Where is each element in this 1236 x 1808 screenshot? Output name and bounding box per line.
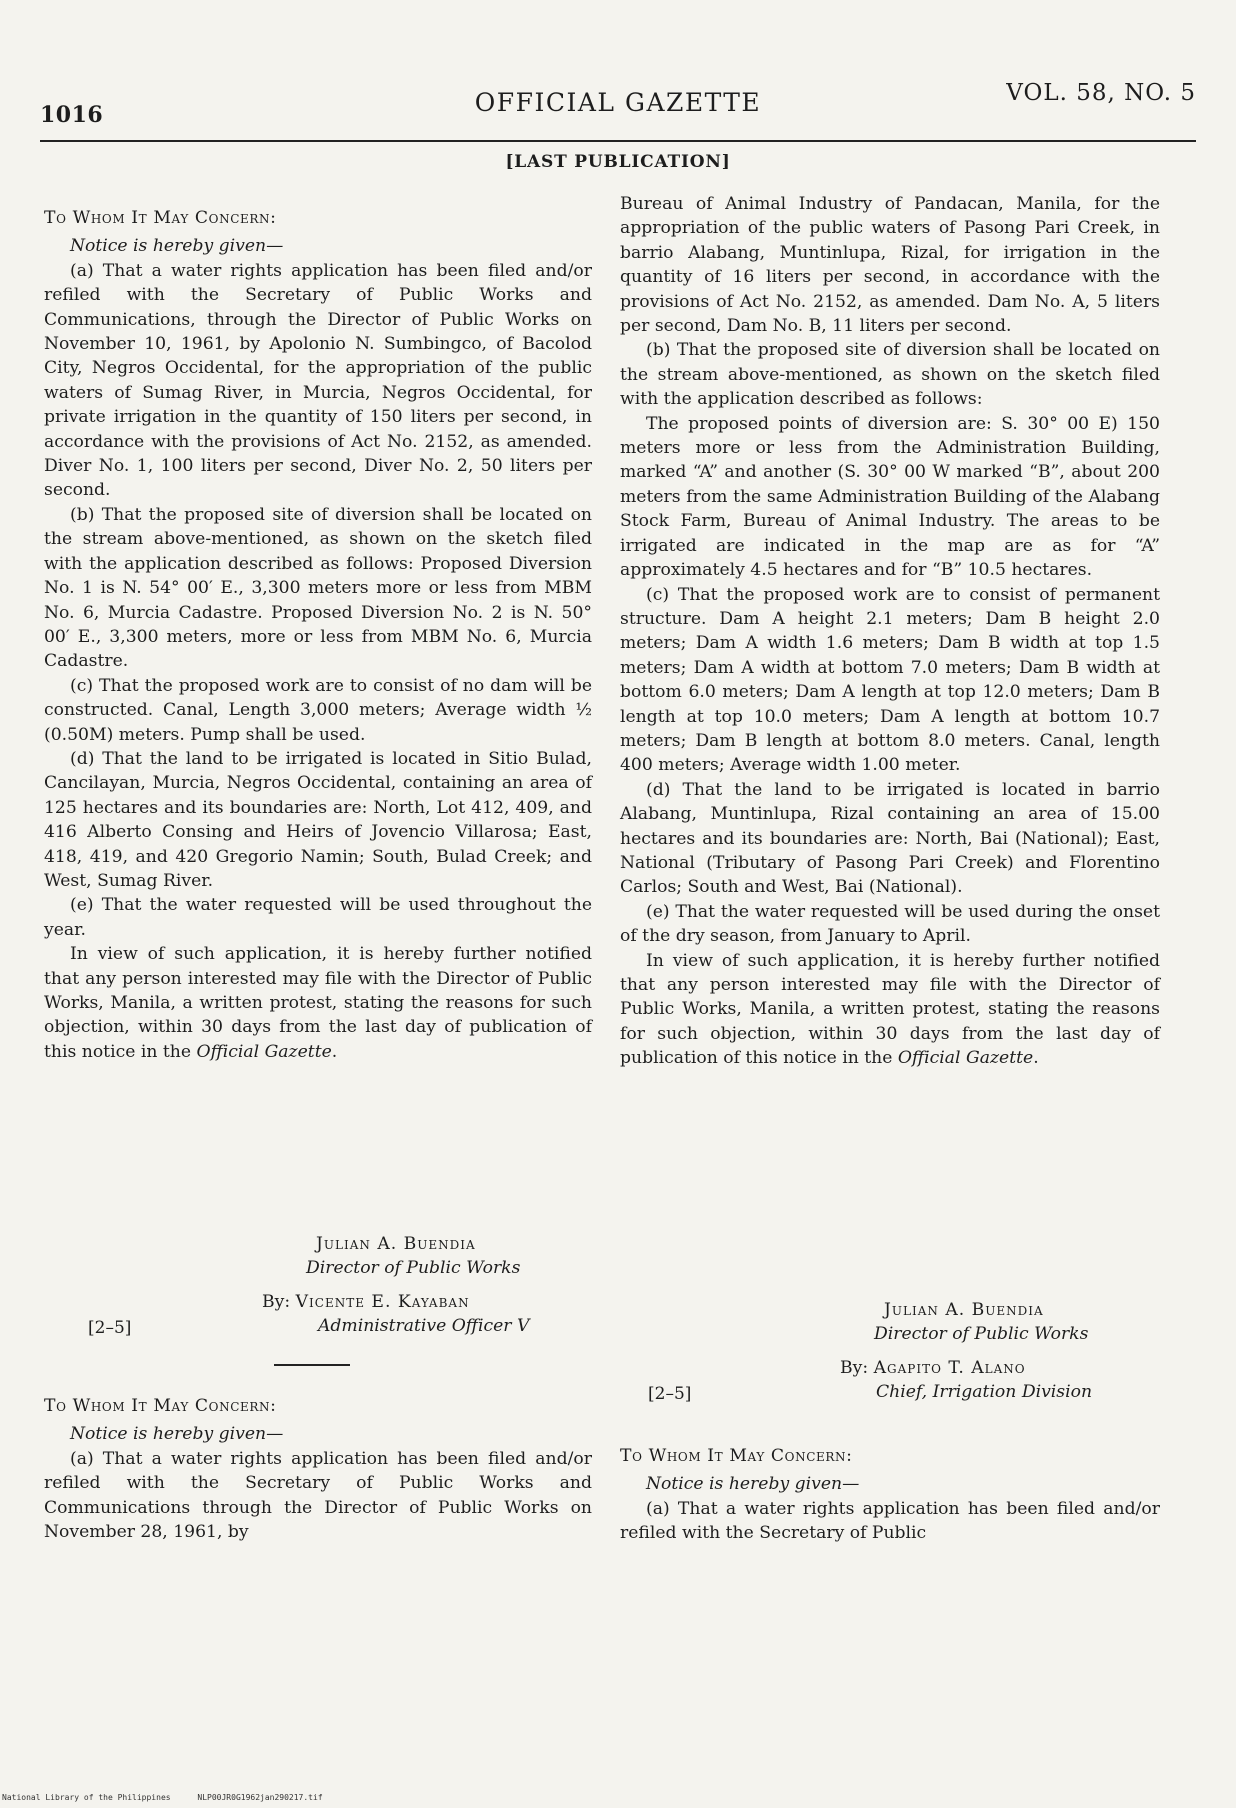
library-credit: National Library of the Philippines [2,1793,171,1802]
paragraph-b: (b) That the proposed site of diversion shall be located on the stream above-mentioned, as shown on the sketch filed with the application described as follows: [620,340,1160,410]
paragraph-e: (e) That the water requested will be used throughout the year. [44,895,592,940]
salutation: To Whom It May Concern: [44,1396,277,1416]
paragraph-a: (a) That a water rights application has been filed and/or refiled with the Secretary of Public [620,1498,1160,1544]
notice-2-body [620,192,1160,1071]
reference-number: [2–5] [648,1384,692,1404]
publication-title: OFFICIAL GAZETTE [474,88,762,117]
by-block-1 [262,1290,529,1338]
paragraph-d: (d) That the land to be irrigated is located in barrio Alabang, Muntinlupa, Rizal containing an area of 15.00 hectares and its boundaries are: North, Bai (National); East, National (Tributary of Pasong Pari Creek) and Florentino Carlos; South and West, Bai (National). [620,779,1160,898]
by-title: Administrative Officer V [318,1316,530,1336]
signatory-name: Julian A. Buendia [884,1300,1044,1320]
paragraph-b: (b) That the proposed site of diversion shall be located on the stream above-mentioned, as shown on the sketch filed with the application described as follows: Proposed Diversion No. 1 is N. 54° 00′ E., 3,300 meters more or less from MBM No. 6, Murcia Cadastre. Proposed Diversion No. 2 is N. 50° 00′ E., 3,300 meters, more or less from MBM No. 6, Murcia Cadastre. [44,504,592,672]
signatory-title: Director of Public Works [874,1324,1089,1344]
volume-number: VOL. 58, NO. 5 [1006,80,1196,106]
by-label: By: [262,1292,291,1312]
protest-paragraph: In view of such application, it is hereby further notified that any person interested may file with the Director of Public Works, Manila, a written protest, stating the reasons for such objection, within 30 days from the last day of publication of this notice in the Official Gazette. [620,950,1160,1069]
header-rule [40,140,1196,142]
official-gazette-link-text: Official Gazette [897,1048,1034,1069]
paragraph-a: (a) That a water rights application has been filed and/or refiled with the Secretary of Public Works and Communications, through the Director of Public Works on November 10, 1961, by Apolonio N. Sumbingco, of Bacolod City, Negros Occidental, for the appropriation of the public waters of Sumag River, in Murcia, Negros Occidental, for private irrigation in the quantity of 150 liters per second, in accordance with the provisions of Act No. 2152, as amended. Diver No. 1, 100 liters per second, Diver No. 2, 50 liters per second. [44,260,592,501]
by-label: By: [840,1358,869,1378]
reference-number: [2–5] [88,1318,132,1338]
last-publication-heading: [LAST PUBLICATION] [505,152,731,172]
signatory-name: Julian A. Buendia [316,1234,476,1254]
scan-filename: NLP00JR0G1962jan290217.tif [197,1793,323,1802]
signature-block-2 [874,1298,1088,1346]
diversion-points-paragraph: The proposed points of diversion are: S. 30° 00 E) 150 meters more or less from the Administration Building, marked “A” and another (S. 30° 00 W marked “B”, about 200 meters from the same Administration Building of the Alabang Stock Farm, Bureau of Animal Industry. The areas to be irrigated are indicated in the map are as for “A” approximately 4.5 hectares and for “B” 10.5 hectares. [620,413,1160,581]
protest-paragraph: In view of such application, it is hereby further notified that any person interested may file with the Director of Public Works, Manila, a written protest, stating the reasons for such objection, within 30 days from the last day of publication of this notice in the Official Gazette. [44,944,592,1062]
page-header [40,80,1196,128]
salutation: To Whom It May Concern: [620,1446,853,1466]
salutation: To Whom It May Concern: [44,208,277,228]
notice-1-body [44,206,592,1064]
paragraph-c: (c) That the proposed work are to consist of permanent structure. Dam A height 2.1 meters; Dam B height 2.0 meters; Dam A width 1.6 meters; Dam B width at top 1.5 meters; Dam A width at bottom 7.0 meters; Dam B width at bottom 6.0 meters; Dam A length at top 12.0 meters; Dam B length at top 10.0 meters; Dam A length at bottom 10.7 meters; Dam B length at bottom 8.0 meters. Canal, length 400 meters; Average width 1.00 meter. [620,584,1160,776]
notice-line: Notice is hereby given— [70,1424,284,1445]
paragraph-e: (e) That the water requested will be used during the onset of the dry season, from January to April. [620,901,1160,947]
by-name: Vicente E. Kayaban [295,1292,470,1312]
official-gazette-link-text: Official Gazette [196,1041,332,1062]
signature-block-1 [306,1232,520,1280]
by-block-2 [840,1356,1092,1404]
paragraph-continued: Bureau of Animal Industry of Pandacan, Manila, for the appropriation of the public waters of Pasong Pari Creek, in barrio Alabang, Muntinlupa, Rizal, for irrigation in the quantity of 16 liters per second, in accordance with the provisions of Act No. 2152, as amended. Dam No. A, 5 liters per second, Dam No. B, 11 liters per second. [620,194,1160,337]
by-title: Chief, Irrigation Division [876,1382,1093,1402]
notice-4-body [620,1444,1160,1546]
page-number: 1016 [40,102,104,128]
paragraph-d: (d) That the land to be irrigated is located in Sitio Bulad, Cancilayan, Murcia, Negros Occidental, containing an area of 125 hectares and its boundaries are: North, Lot 412, 409, and 416 Alberto Consing and Heirs of Jovencio Villarosa; East, 418, 419, and 420 Gregorio Namin; South, Bulad Creek; and West, Sumag River. [44,748,592,891]
notice-3-body [44,1394,592,1544]
by-name: Agapito T. Alano [873,1358,1026,1378]
paragraph-c: (c) That the proposed work are to consist of no dam will be constructed. Canal, Length 3,000 meters; Average width ½ (0.50M) meters. Pump shall be used. [44,675,592,745]
scan-footer [2,1793,345,1802]
notice-divider [274,1364,350,1366]
signatory-title: Director of Public Works [306,1258,521,1278]
notice-line: Notice is hereby given— [70,236,284,257]
notice-line: Notice is hereby given— [646,1474,860,1495]
paragraph-a: (a) That a water rights application has been filed and/or refiled with the Secretary of Public Works and Communications through the Director of Public Works on November 28, 1961, by [44,1448,592,1543]
